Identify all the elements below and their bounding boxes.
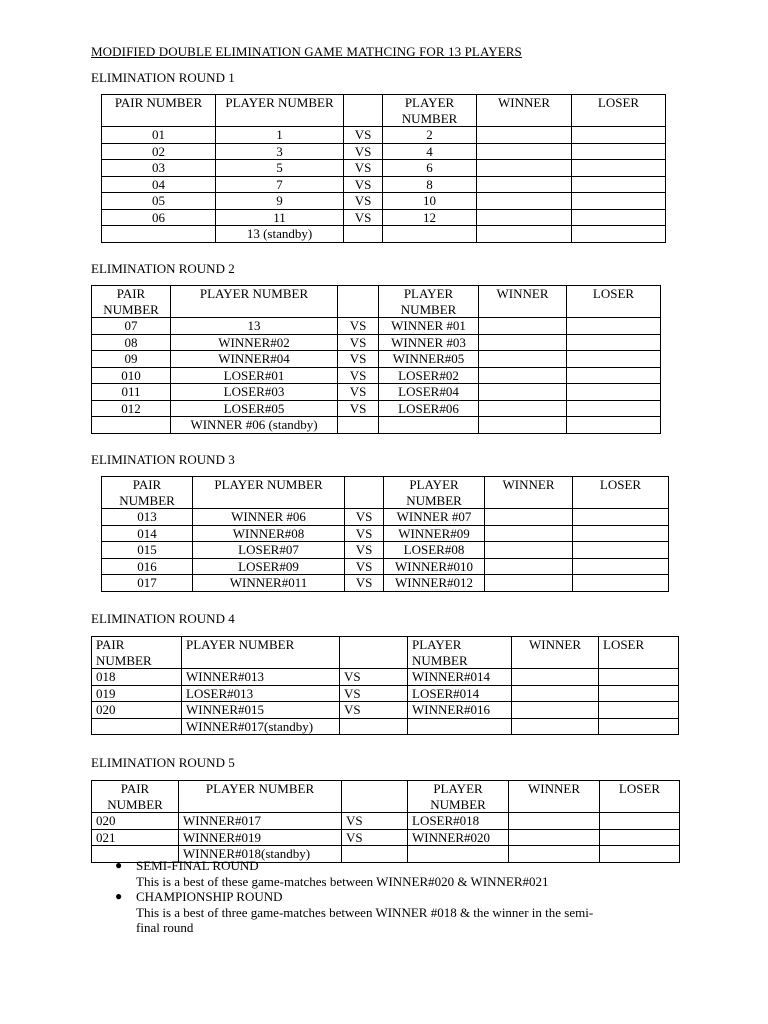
loser-cell: [573, 509, 669, 526]
winner-cell: [477, 176, 572, 193]
table-row: [102, 193, 666, 210]
table-row: [92, 400, 661, 417]
pair-number-cell: 06: [102, 209, 216, 226]
player-a-cell: 9: [216, 193, 344, 210]
pair-number-cell: 012: [92, 400, 171, 417]
pair-number-cell: 015: [102, 542, 193, 559]
table-row: [92, 685, 679, 702]
table-header-row: [102, 95, 666, 127]
vs-cell: VS: [344, 209, 383, 226]
player-a-cell: WINNER#018(standby): [179, 846, 342, 863]
table-row: [92, 417, 661, 434]
loser-cell: [599, 685, 679, 702]
bullet-semi-final: [91, 858, 691, 874]
round-3-table: [101, 476, 669, 592]
column-header: [342, 781, 408, 813]
table-row: [102, 127, 666, 144]
round-5-table: [91, 780, 680, 863]
pair-number-cell: 013: [102, 509, 193, 526]
round-title: ELIMINATION ROUND 5: [91, 755, 235, 770]
player-a-cell: 5: [216, 160, 344, 177]
player-b-cell: WINNER #07: [384, 509, 485, 526]
column-header: PLAYER NUMBER: [384, 477, 485, 509]
column-header: LOSER: [600, 781, 680, 813]
vs-cell: VS: [338, 400, 379, 417]
winner-cell: [479, 351, 567, 368]
bullet-icon: ●: [115, 889, 123, 903]
round-4-table: [91, 636, 679, 735]
vs-cell: VS: [345, 558, 384, 575]
winner-cell: [512, 669, 599, 686]
loser-cell: [599, 702, 679, 719]
loser-cell: [573, 542, 669, 559]
vs-cell: VS: [344, 127, 383, 144]
bullet-description: This is a best of these game-matches between WINNER#020 & WINNER#021: [136, 873, 549, 889]
pair-number-cell: 08: [92, 334, 171, 351]
table-header-row: [102, 477, 669, 509]
column-header: PAIR NUMBER: [102, 477, 193, 509]
loser-cell: [567, 351, 661, 368]
column-header: PAIR NUMBER: [92, 637, 182, 669]
bullet-heading: SEMI-FINAL ROUND: [136, 858, 259, 873]
player-b-cell: LOSER#02: [379, 367, 479, 384]
winner-cell: [485, 575, 573, 592]
column-header: PAIR NUMBER: [102, 95, 216, 127]
loser-cell: [599, 718, 679, 735]
player-a-cell: LOSER#05: [171, 400, 338, 417]
player-b-cell: WINNER#010: [384, 558, 485, 575]
winner-cell: [479, 400, 567, 417]
vs-cell: VS: [342, 813, 408, 830]
player-b-cell: LOSER#06: [379, 400, 479, 417]
loser-cell: [572, 176, 666, 193]
column-header: PLAYER NUMBER: [408, 781, 509, 813]
column-header: [345, 477, 384, 509]
player-a-cell: WINNER#019: [179, 829, 342, 846]
winner-cell: [479, 334, 567, 351]
player-a-cell: LOSER#03: [171, 384, 338, 401]
winner-cell: [509, 813, 600, 830]
winner-cell: [512, 718, 599, 735]
loser-cell: [572, 209, 666, 226]
player-b-cell: WINNER#012: [384, 575, 485, 592]
bullet-description: final round: [136, 920, 194, 935]
table-row: [102, 160, 666, 177]
table-row: [92, 318, 661, 335]
player-b-cell: 6: [383, 160, 477, 177]
player-b-cell: LOSER#014: [408, 685, 512, 702]
column-header: WINNER: [479, 286, 567, 318]
table-row: [102, 209, 666, 226]
vs-cell: VS: [344, 193, 383, 210]
pair-number-cell: 05: [102, 193, 216, 210]
loser-cell: [567, 400, 661, 417]
winner-cell: [479, 417, 567, 434]
column-header: [344, 95, 383, 127]
table-row: [92, 813, 680, 830]
vs-cell: [340, 718, 408, 735]
vs-cell: VS: [344, 176, 383, 193]
round-title: ELIMINATION ROUND 4: [91, 611, 235, 626]
player-a-cell: WINNER#04: [171, 351, 338, 368]
winner-cell: [477, 127, 572, 144]
table-row: [102, 509, 669, 526]
pair-number-cell: 07: [92, 318, 171, 335]
winner-cell: [485, 542, 573, 559]
winner-cell: [477, 226, 572, 243]
player-a-cell: LOSER#09: [193, 558, 345, 575]
round-title: ELIMINATION ROUND 1: [91, 70, 235, 85]
table-row: [92, 384, 661, 401]
vs-cell: VS: [345, 542, 384, 559]
pair-number-cell: 020: [92, 813, 179, 830]
player-a-cell: 13: [171, 318, 338, 335]
pair-number-cell: 010: [92, 367, 171, 384]
player-a-cell: LOSER#013: [182, 685, 340, 702]
player-a-cell: WINNER #06: [193, 509, 345, 526]
vs-cell: VS: [344, 160, 383, 177]
winner-cell: [477, 160, 572, 177]
loser-cell: [572, 160, 666, 177]
vs-cell: VS: [338, 384, 379, 401]
player-b-cell: WINNER #01: [379, 318, 479, 335]
table-row: [102, 542, 669, 559]
vs-cell: VS: [345, 575, 384, 592]
pair-number-cell: [102, 226, 216, 243]
column-header: [340, 637, 408, 669]
loser-cell: [599, 669, 679, 686]
table-header-row: [92, 637, 679, 669]
winner-cell: [479, 318, 567, 335]
pair-number-cell: 02: [102, 143, 216, 160]
loser-cell: [567, 334, 661, 351]
vs-cell: VS: [344, 143, 383, 160]
pair-number-cell: 014: [102, 525, 193, 542]
winner-cell: [512, 702, 599, 719]
player-b-cell: 8: [383, 176, 477, 193]
table-row: [92, 367, 661, 384]
pair-number-cell: 09: [92, 351, 171, 368]
column-header: PAIR NUMBER: [92, 781, 179, 813]
player-a-cell: WINNER#017: [179, 813, 342, 830]
column-header: WINNER: [509, 781, 600, 813]
column-header: [338, 286, 379, 318]
round-1-table: [101, 94, 666, 243]
table-row: [92, 829, 680, 846]
player-a-cell: WINNER#02: [171, 334, 338, 351]
column-header: PLAYER NUMBER: [216, 95, 344, 127]
column-header: PLAYER NUMBER: [171, 286, 338, 318]
player-b-cell: 12: [383, 209, 477, 226]
player-b-cell: WINNER#05: [379, 351, 479, 368]
table-header-row: [92, 286, 661, 318]
document-title: MODIFIED DOUBLE ELIMINATION GAME MATHCING FOR 13 PLAYERS: [91, 44, 522, 59]
player-a-cell: 3: [216, 143, 344, 160]
winner-cell: [485, 525, 573, 542]
player-a-cell: LOSER#07: [193, 542, 345, 559]
vs-cell: VS: [340, 702, 408, 719]
table-row: [102, 575, 669, 592]
loser-cell: [572, 193, 666, 210]
player-b-cell: WINNER #03: [379, 334, 479, 351]
column-header: WINNER: [477, 95, 572, 127]
table-row: [92, 718, 679, 735]
loser-cell: [567, 417, 661, 434]
player-b-cell: WINNER#09: [384, 525, 485, 542]
player-b-cell: [383, 226, 477, 243]
loser-cell: [572, 226, 666, 243]
pair-number-cell: 017: [102, 575, 193, 592]
player-a-cell: 11: [216, 209, 344, 226]
loser-cell: [567, 367, 661, 384]
loser-cell: [572, 143, 666, 160]
loser-cell: [567, 384, 661, 401]
column-header: PLAYER NUMBER: [379, 286, 479, 318]
column-header: PLAYER NUMBER: [182, 637, 340, 669]
player-a-cell: WINNER#015: [182, 702, 340, 719]
column-header: PLAYER NUMBER: [193, 477, 345, 509]
table-row: [102, 143, 666, 160]
winner-cell: [477, 193, 572, 210]
player-b-cell: LOSER#018: [408, 813, 509, 830]
player-a-cell: WINNER#017(standby): [182, 718, 340, 735]
bullet-championship: [91, 889, 691, 905]
winner-cell: [477, 209, 572, 226]
pair-number-cell: 04: [102, 176, 216, 193]
pair-number-cell: 011: [92, 384, 171, 401]
player-a-cell: WINNER#011: [193, 575, 345, 592]
table-header-row: [92, 781, 680, 813]
player-b-cell: WINNER#020: [408, 829, 509, 846]
vs-cell: VS: [342, 829, 408, 846]
winner-cell: [479, 367, 567, 384]
pair-number-cell: 01: [102, 127, 216, 144]
table-row: [92, 351, 661, 368]
column-header: PAIR NUMBER: [92, 286, 171, 318]
winner-cell: [485, 558, 573, 575]
column-header: WINNER: [512, 637, 599, 669]
winner-cell: [485, 509, 573, 526]
column-header: LOSER: [573, 477, 669, 509]
vs-cell: VS: [340, 685, 408, 702]
player-b-cell: 10: [383, 193, 477, 210]
pair-number-cell: [92, 718, 182, 735]
pair-number-cell: 019: [92, 685, 182, 702]
pair-number-cell: 020: [92, 702, 182, 719]
vs-cell: [344, 226, 383, 243]
loser-cell: [600, 829, 680, 846]
table-row: [102, 558, 669, 575]
table-row: [102, 525, 669, 542]
pair-number-cell: 03: [102, 160, 216, 177]
player-b-cell: 2: [383, 127, 477, 144]
table-row: [92, 669, 679, 686]
pair-number-cell: 016: [102, 558, 193, 575]
pair-number-cell: 018: [92, 669, 182, 686]
winner-cell: [477, 143, 572, 160]
round-title: ELIMINATION ROUND 2: [91, 261, 235, 276]
player-a-cell: 13 (standby): [216, 226, 344, 243]
column-header: LOSER: [572, 95, 666, 127]
round-title: ELIMINATION ROUND 3: [91, 452, 235, 467]
pair-number-cell: 021: [92, 829, 179, 846]
vs-cell: [338, 417, 379, 434]
column-header: WINNER: [485, 477, 573, 509]
player-b-cell: LOSER#08: [384, 542, 485, 559]
bullet-icon: ●: [115, 858, 123, 872]
column-header: PLAYER NUMBER: [383, 95, 477, 127]
vs-cell: VS: [345, 525, 384, 542]
column-header: LOSER: [567, 286, 661, 318]
loser-cell: [573, 575, 669, 592]
bullet-description: This is a best of three game-matches between WINNER #018 & the winner in the semi-: [136, 904, 594, 920]
vs-cell: VS: [345, 509, 384, 526]
table-row: [102, 226, 666, 243]
player-a-cell: WINNER #06 (standby): [171, 417, 338, 434]
bullet-heading: CHAMPIONSHIP ROUND: [136, 889, 283, 904]
winner-cell: [479, 384, 567, 401]
column-header: PLAYER NUMBER: [408, 637, 512, 669]
pair-number-cell: [92, 417, 171, 434]
player-b-cell: 4: [383, 143, 477, 160]
loser-cell: [600, 813, 680, 830]
loser-cell: [573, 558, 669, 575]
vs-cell: VS: [338, 367, 379, 384]
loser-cell: [567, 318, 661, 335]
player-b-cell: WINNER#016: [408, 702, 512, 719]
round-2-table: [91, 285, 661, 434]
final-rounds-list: [91, 858, 691, 936]
column-header: PLAYER NUMBER: [179, 781, 342, 813]
player-a-cell: LOSER#01: [171, 367, 338, 384]
table-row: [92, 702, 679, 719]
winner-cell: [509, 829, 600, 846]
winner-cell: [512, 685, 599, 702]
column-header: LOSER: [599, 637, 679, 669]
table-row: [92, 334, 661, 351]
player-a-cell: 7: [216, 176, 344, 193]
table-row: [102, 176, 666, 193]
player-b-cell: [408, 718, 512, 735]
player-a-cell: 1: [216, 127, 344, 144]
player-b-cell: [379, 417, 479, 434]
loser-cell: [573, 525, 669, 542]
player-a-cell: WINNER#013: [182, 669, 340, 686]
vs-cell: VS: [338, 318, 379, 335]
player-a-cell: WINNER#08: [193, 525, 345, 542]
loser-cell: [572, 127, 666, 144]
player-b-cell: WINNER#014: [408, 669, 512, 686]
player-b-cell: LOSER#04: [379, 384, 479, 401]
vs-cell: VS: [340, 669, 408, 686]
vs-cell: VS: [338, 351, 379, 368]
vs-cell: VS: [338, 334, 379, 351]
